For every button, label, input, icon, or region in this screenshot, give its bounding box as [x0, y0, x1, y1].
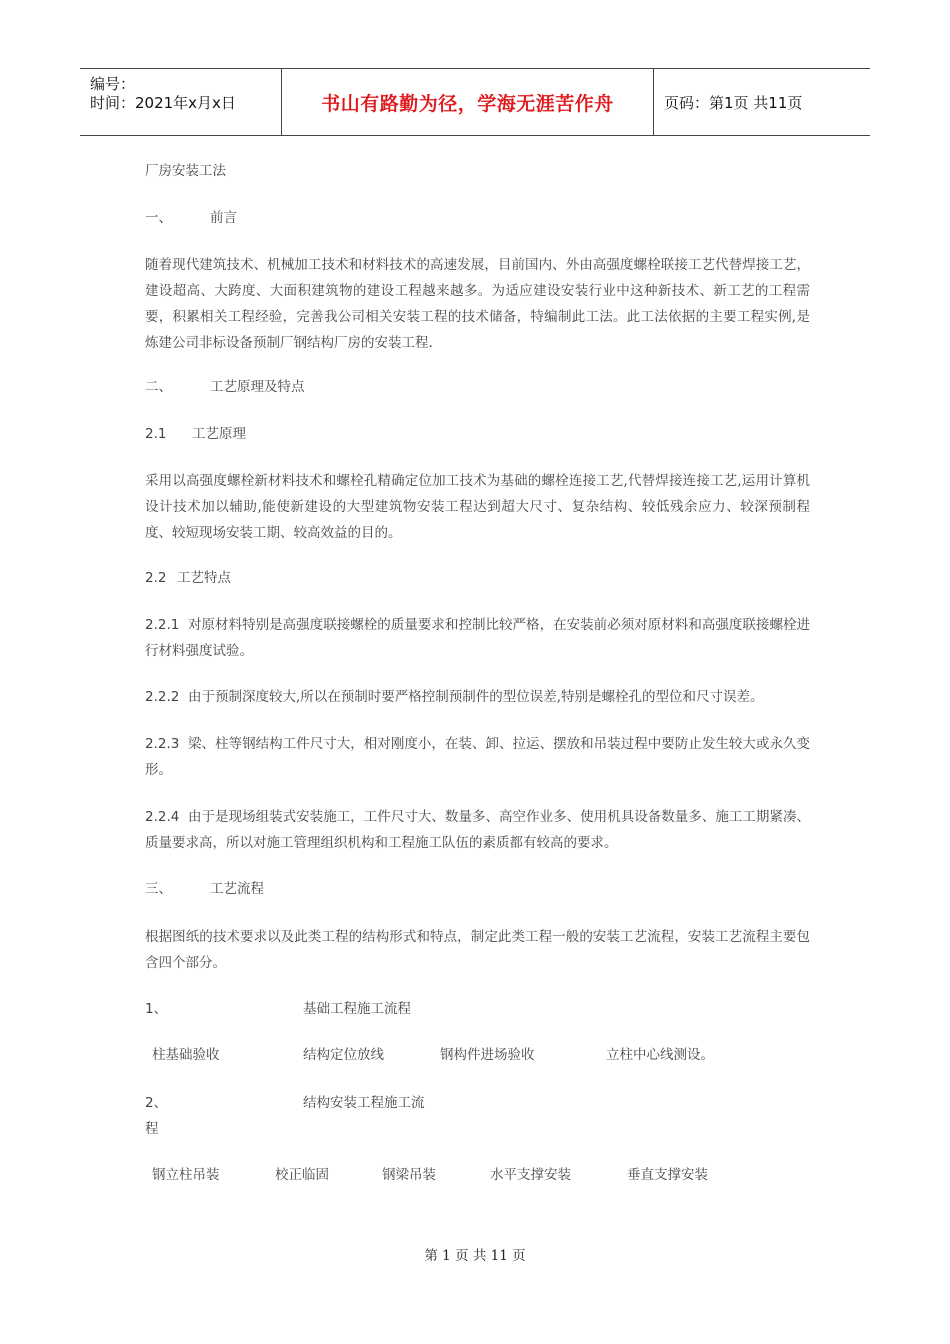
paragraph-2-2-1-number: 2.2.1 — [145, 617, 180, 633]
page-footer: 第 1 页 共 11 页 — [424, 1248, 526, 1264]
flow-2-step: 水平支撑安装 — [490, 1167, 571, 1183]
flow-1-step: 钢构件进场验收 — [440, 1047, 535, 1063]
section-1-title: 前言 — [210, 210, 237, 226]
flow-1-step: 柱基础验收 — [152, 1047, 220, 1063]
flow-1-number: 1、 — [145, 1001, 168, 1017]
flow-2-number: 2、 — [145, 1095, 168, 1111]
flow-1-title: 基础工程施工流程 — [303, 1001, 411, 1017]
paragraph-2-2-2-number: 2.2.2 — [145, 689, 180, 705]
section-1-number: 一、 — [145, 210, 172, 226]
section-2-number: 二、 — [145, 379, 172, 395]
paragraph-2-2-1-text: 对原材料特别是高强度联接螺栓的质量要求和控制比较严格，在安装前必须对原材料和高强度联接螺栓进行材料强度试验。 — [145, 617, 811, 659]
paragraph-2-2-2-text: 由于预制深度较大,所以在预制时要严格控制预制件的型位误差,特别是螺栓孔的型位和尺寸误差。 — [187, 689, 764, 705]
paragraph-2-2-3 — [145, 731, 810, 783]
flow-2-step: 垂直支撑安装 — [627, 1167, 708, 1183]
section-3-body: 根据图纸的技术要求以及此类工程的结构形式和特点，制定此类工程一般的安装工艺流程，安装工艺流程主要包含四个部分。 — [145, 929, 810, 971]
flow-1-step: 立柱中心线测设。 — [606, 1047, 714, 1063]
section-2-1-title: 工艺原理 — [192, 426, 246, 442]
flow-2-title: 结构安装工程施工流 — [303, 1095, 425, 1111]
section-3-number: 三、 — [145, 881, 172, 897]
paragraph-2-2-4-text: 由于是现场组装式安装施工，工件尺寸大、数量多、高空作业多、使用机具设备数量多、施工工期紧凑、质量要求高，所以对施工管理组织机构和工程施工队伍的素质都有较高的要求。 — [145, 809, 811, 851]
paragraph-2-2-4-number: 2.2.4 — [145, 809, 180, 825]
paragraph-2-2-3-number: 2.2.3 — [145, 736, 180, 752]
section-2-2-number: 2.2 — [145, 570, 167, 586]
paragraph-2-2-3-text: 梁、柱等钢结构工件尺寸大，相对刚度小，在装、卸、拉运、摆放和吊装过程中要防止发生较大或永久变形。 — [145, 736, 811, 778]
section-2-title: 工艺原理及特点 — [210, 379, 305, 395]
serial-label: 编号： — [90, 75, 136, 93]
flow-2-step: 钢立柱吊装 — [152, 1167, 220, 1183]
page-header — [80, 68, 870, 136]
flow-2-step: 钢梁吊装 — [382, 1167, 436, 1183]
paragraph-2-2-2 — [145, 684, 810, 710]
header-meta — [80, 69, 282, 135]
flow-2-title-continued: 程 — [145, 1121, 159, 1137]
flow-1-step: 结构定位放线 — [303, 1047, 384, 1063]
header-page-info: 页码：第1页 共11页 — [664, 93, 803, 112]
section-2-2-title: 工艺特点 — [177, 570, 231, 586]
header-motto: 书山有路勤为径，学海无涯苦作舟 — [282, 69, 654, 135]
section-3-title: 工艺流程 — [210, 881, 264, 897]
section-1-body: 随着现代建筑技术、机械加工技术和材料技术的高速发展，目前国内、外由高强度螺栓联接工艺代替焊接工艺，建设超高、大跨度、大面积建筑物的建设工程越来越多。为适应建设安装行业中这种新技术、新工艺的工程需要，积累相关工程经验，完善我公司相关安装工程的技术储备，特编制此工法。此工法依据的主要工程实例,是炼建公司非标设备预制厂钢结构厂房的安装工程. — [145, 257, 810, 351]
section-2-1-body: 采用以高强度螺栓新材料技术和螺栓孔精确定位加工技术为基础的螺栓连接工艺,代替焊接连接工艺,运用计算机设计技术加以辅助,能使新建设的大型建筑物安装工程达到超大尺寸、复杂结构、较低残余应力、较深预制程度、较短现场安装工期、较高效益的目的。 — [145, 473, 810, 541]
flow-2-step: 校正临固 — [275, 1167, 329, 1183]
paragraph-2-2-1 — [145, 612, 810, 664]
document-title: 厂房安装工法 — [145, 163, 226, 179]
paragraph-2-2-4 — [145, 804, 810, 856]
date-label: 时间：2021年x月x日 — [90, 94, 236, 112]
section-2-1-number: 2.1 — [145, 426, 167, 442]
